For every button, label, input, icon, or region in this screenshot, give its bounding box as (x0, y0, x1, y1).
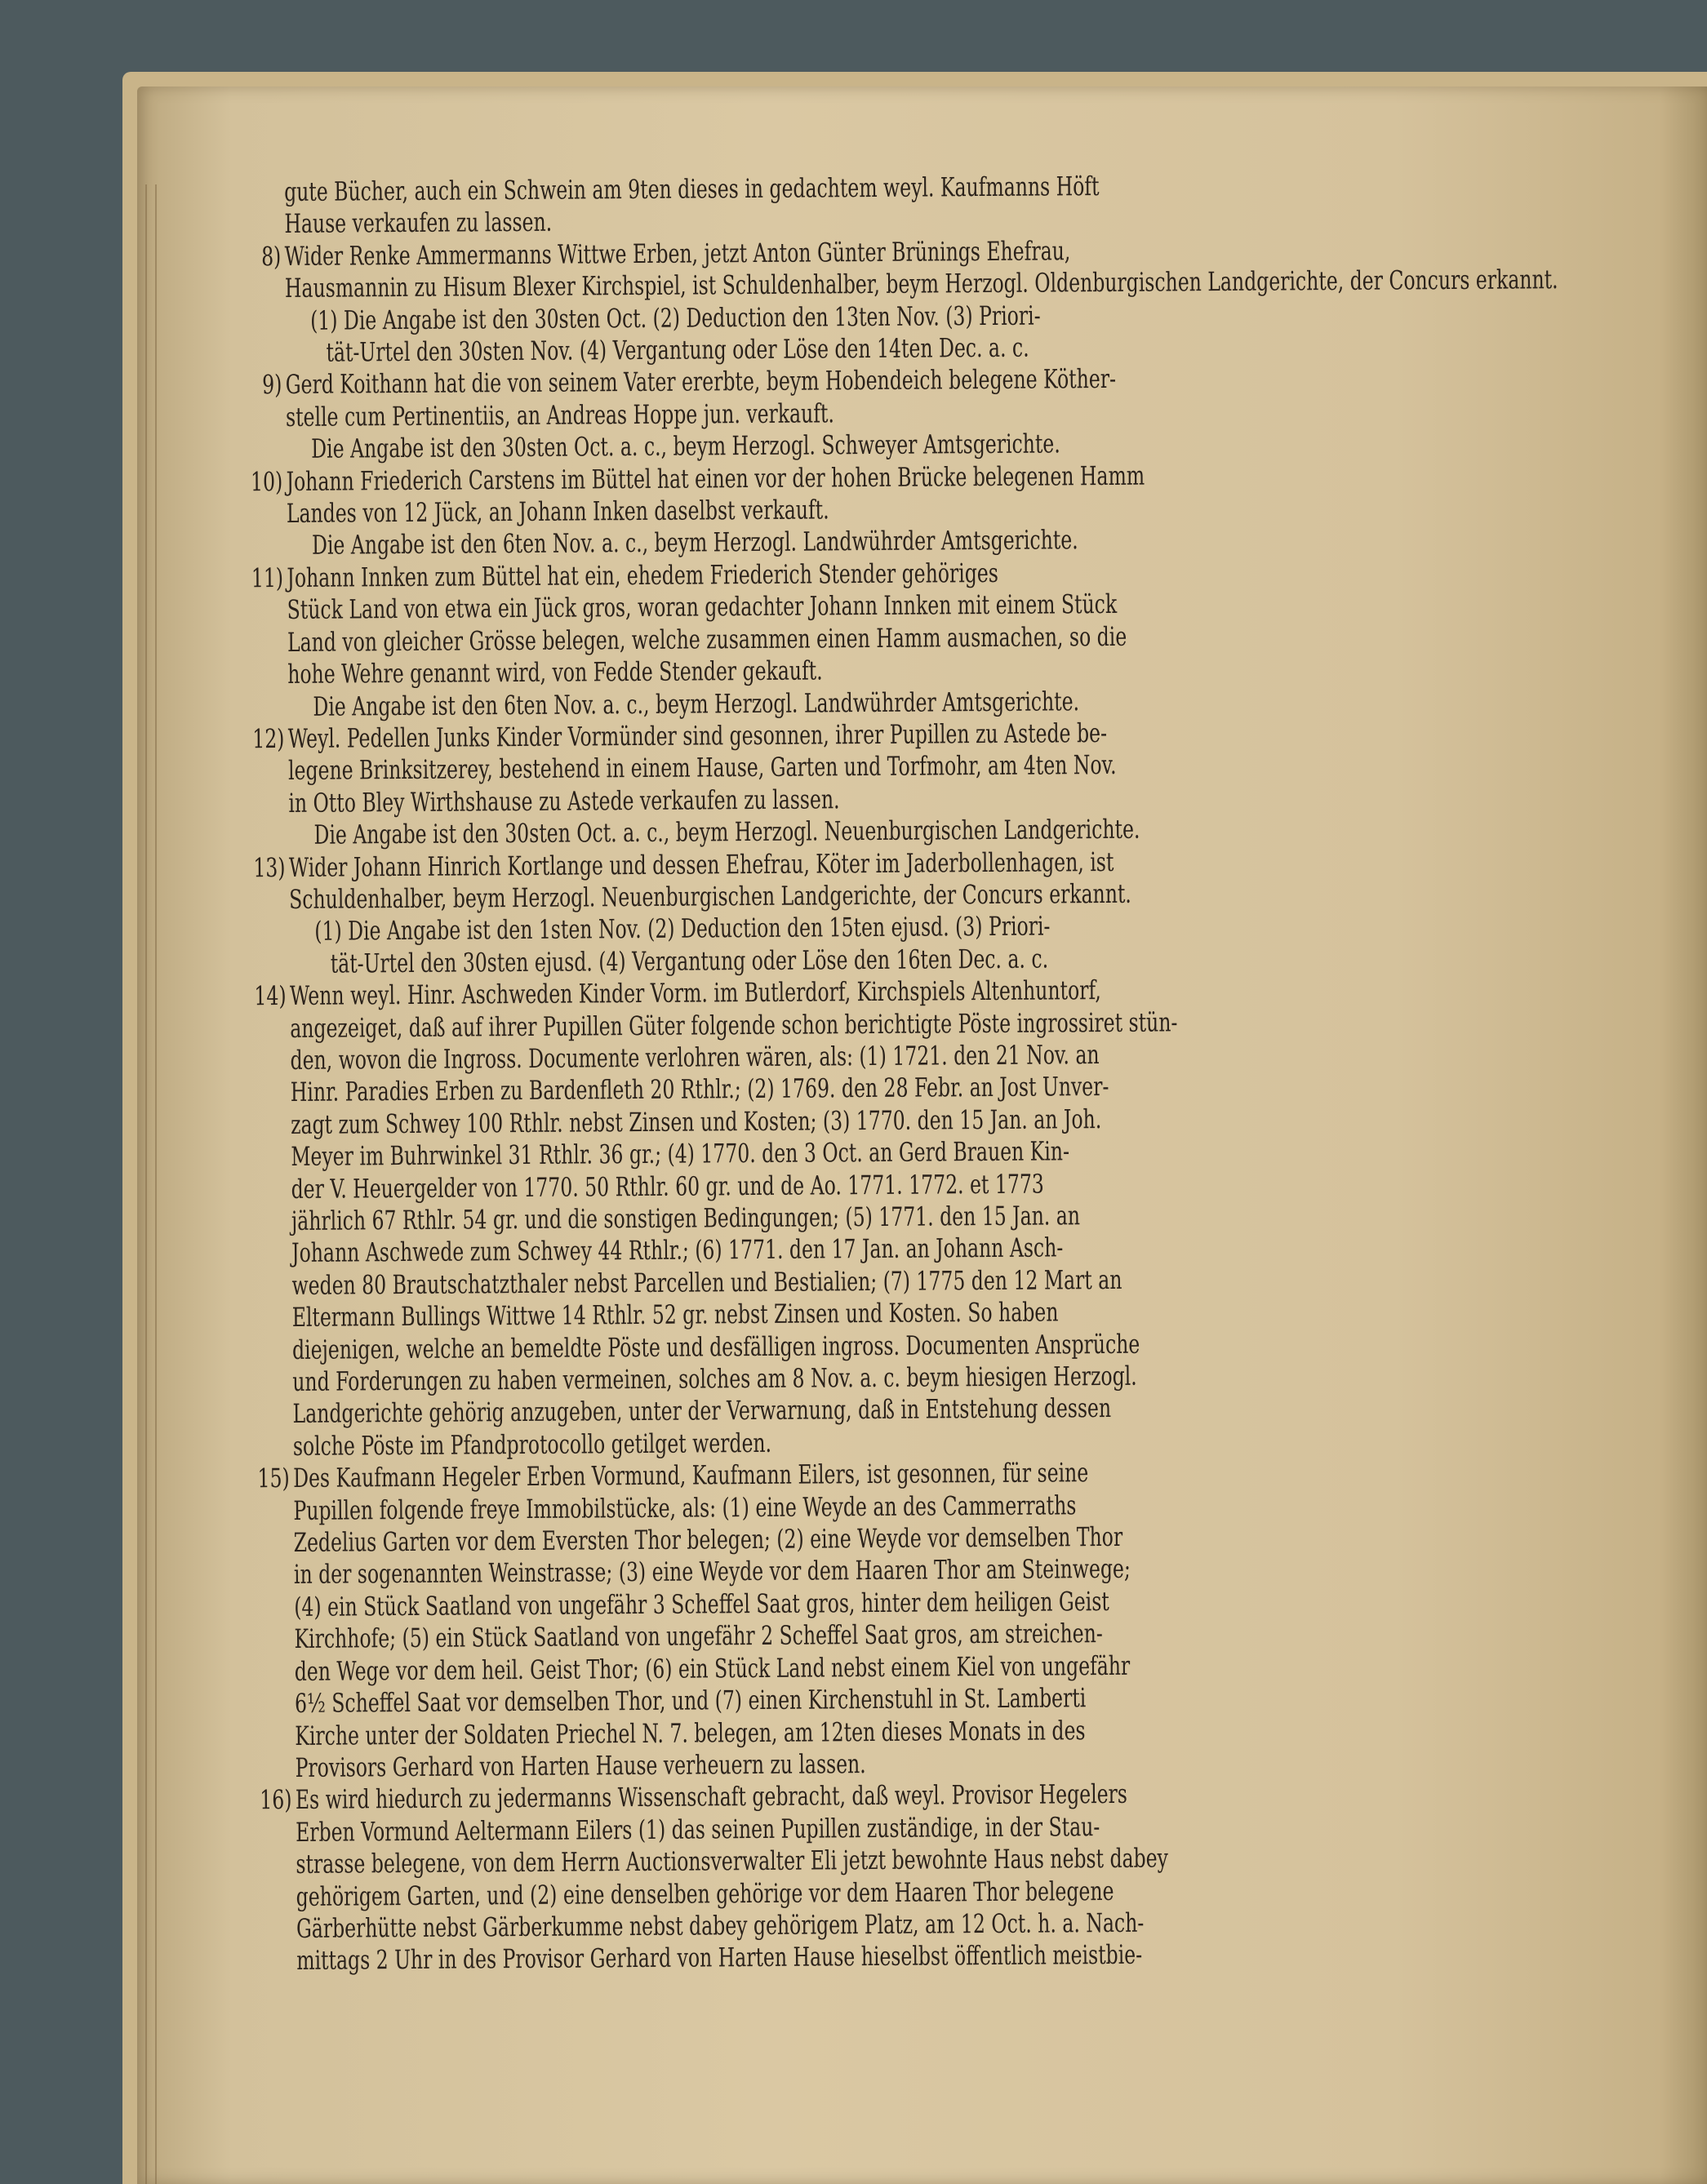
text-line: Johann Innken zum Büttel hat ein, ehedem Friederich Stender gehöriges (287, 557, 998, 593)
note-line: Die Angabe ist den 30sten Oct. a. c., beym Herzogl. Schweyer Amtsgerichte. (311, 428, 1060, 465)
text-line: in Otto Bley Wirthshause zu Astede verkaufen zu lassen. (288, 783, 840, 819)
notice-entry (252, 717, 1141, 852)
notice-entry (262, 363, 1139, 466)
note-line: tät-Urtel den 30sten ejusd. (4) Vergantung oder Löse den 16ten Dec. a. c. (330, 943, 1049, 979)
notice-entry (254, 974, 1178, 1463)
text-line: Hause verkaufen zu lassen. (284, 206, 553, 240)
text-line: Johann Aschwede zum Schwey 44 Rthlr.; (6) 1771. den 17 Jan. an Johann Asch- (291, 1232, 1064, 1269)
entry-number: 9) (262, 369, 282, 401)
text-line: zagt zum Schwey 100 Rthlr. nebst Zinsen und Kosten; (3) 1770. den 15 Jan. an Joh. (290, 1103, 1102, 1140)
text-line: Stück Land von etwa ein Jück gros, woran gedachter Johann Innken mit einem Stück (287, 588, 1118, 626)
text-line: und Forderungen zu haben vermeinen, solches am 8 Nov. a. c. beym hiesigen Herzogl. (292, 1360, 1137, 1397)
text-line: Weyl. Pedellen Junks Kinder Vormünder sind gesonnen, ihrer Pupillen zu Astede be- (287, 717, 1108, 754)
notice-entry (250, 459, 1145, 562)
notice-entry (260, 235, 1558, 370)
text-line: Zedelius Garten vor dem Eversten Thor belegen; (2) eine Weyde vor demselben Thor (293, 1520, 1123, 1559)
text-line: Johann Friederich Carstens im Büttel hat einen vor der hohen Brücke belegenen Hamm (286, 459, 1145, 497)
text-line: stelle cum Pertinentiis, an Andreas Hoppe jun. verkauft. (285, 397, 835, 433)
notice-entry (260, 1778, 1169, 1978)
text-line: Gärberhütte nebst Gärberkumme nebst dabey gehörigem Platz, am 12 Oct. h. a. Nach- (296, 1907, 1145, 1944)
text-line: Wider Renke Ammermanns Wittwe Erben, jetzt Anton Günter Brünings Ehefrau, (284, 235, 1071, 272)
entry-number: 8) (260, 240, 282, 273)
text-line: gute Bücher, auch ein Schwein am 9ten dieses in gedachtem weyl. Kaufmanns Höft (284, 171, 1100, 207)
entry-number: 16) (260, 1784, 292, 1816)
text-line: Kirche unter der Soldaten Priechel N. 7. belegen, am 12ten dieses Monats in des (295, 1714, 1086, 1751)
text-line: 6½ Scheffel Saat vor demselben Thor, und (7) einen Kirchenstuhl in St. Lamberti (294, 1682, 1087, 1720)
note-line: Die Angabe ist den 6ten Nov. a. c., beym Herzogl. Landwührder Amtsgerichte. (311, 524, 1078, 562)
text-line: in der sogenannten Weinstrasse; (3) eine Weyde vor dem Haaren Thor am Steinwege; (293, 1553, 1131, 1591)
text-line: den Wege vor dem heil. Geist Thor; (6) ein Stück Land nebst einem Kiel von ungefähr (294, 1649, 1131, 1687)
text-line: angezeiget, daß auf ihrer Pupillen Güter folgende schon berichtigte Pöste ingrossiret stün- (290, 1005, 1178, 1044)
text-line: mittags 2 Uhr in des Provisor Gerhard von Harten Hause hieselbst öffentlich meistbie- (296, 1939, 1143, 1977)
text-line: Hinr. Paradies Erben zu Bardenfleth 20 Rthlr.; (2) 1769. den 28 Febr. an Jost Unver- (290, 1071, 1109, 1108)
page-edge-line (155, 184, 157, 2184)
text-line: Kirchhofe; (5) ein Stück Saatland von ungefähr 2 Scheffel Saat gros, am streichen- (294, 1618, 1103, 1655)
entry-number: 11) (251, 562, 284, 594)
text-line: Gerd Koithann hat die von seinem Vater ererbte, beym Hobendeich belegene Köther- (285, 363, 1117, 401)
text-line: diejenigen, welche an bemeldte Pöste und desfälligen ingross. Documenten Ansprüche (291, 1328, 1140, 1365)
text-line: Des Kaufmann Hegeler Erben Vormund, Kaufmann Eilers, ist gesonnen, für seine (293, 1457, 1089, 1494)
text-line: Meyer im Buhrwinkel 31 Rthlr. 36 gr.; (4) 1770. den 3 Oct. an Gerd Brauen Kin- (291, 1135, 1070, 1173)
text-line: den, wovon die Ingross. Documente verlohren wären, als: (1) 1721. den 21 Nov. an (290, 1039, 1100, 1076)
text-line: Erben Vormund Aeltermann Eilers (1) das seinen Pupillen zuständige, in der Stau- (296, 1810, 1100, 1848)
text-line: Landes von 12 Jück, an Johann Inken daselbst verkauft. (286, 494, 829, 530)
text-line: jährlich 67 Rthlr. 54 gr. und die sonstigen Bedingungen; (5) 1771. den 15 Jan. an (291, 1200, 1081, 1236)
page-text (250, 171, 1558, 1978)
entry-number: 13) (253, 851, 286, 883)
note-line: Die Angabe ist den 30sten Oct. a. c., beym Herzogl. Neuenburgischen Landgerichte. (313, 813, 1140, 850)
text-line: solche Pöste im Pfandprotocollo getilget werden. (292, 1427, 772, 1462)
text-line: (4) ein Stück Saatland von ungefähr 3 Scheffel Saat gros, hinter dem heiligen Geist (294, 1585, 1109, 1622)
note-line: Die Angabe ist den 6ten Nov. a. c., beym Herzogl. Landwührder Amtsgerichte. (313, 685, 1080, 722)
text-line: Es wird hiedurch zu jedermanns Wissenschaft gebracht, daß weyl. Provisor Hegelers (295, 1778, 1128, 1816)
page-edge-line (145, 184, 147, 2184)
entry-number: 12) (252, 722, 285, 755)
notice-entry (251, 557, 1140, 723)
note-line: (1) Die Angabe ist den 30sten Oct. (2) Deduction den 13ten Nov. (3) Priori- (309, 300, 1041, 336)
page (137, 87, 1707, 2184)
text-line: Pupillen folgende freye Immobilstücke, als: (1) eine Weyde an des Cammerraths (293, 1489, 1077, 1526)
text-line: weden 80 Brautschatzthaler nebst Parcellen und Bestialien; (7) 1775 den 12 Mart an (291, 1263, 1122, 1301)
text-line: Wider Johann Hinrich Kortlange und dessen Ehefrau, Köter im Jaderbollenhagen, ist (288, 846, 1114, 883)
text-line: der V. Heuergelder von 1770. 50 Rthlr. 60 gr. und de Ao. 1771. 1772. et 1773 (291, 1168, 1044, 1205)
text-line: Eltermann Bullings Wittwe 14 Rthlr. 52 gr. nebst Zinsen und Kosten. So haben (291, 1296, 1059, 1334)
text-line: Hausmannin zu Hisum Blexer Kirchspiel, ist Schuldenhalber, beym Herzogl. Oldenburgischen Landgerichte, der Concurs erkannt. (284, 264, 1558, 304)
text-line: strasse belegene, von dem Herrn Auctionsverwalter Eli jetzt bewohnte Haus nebst dabey (296, 1842, 1169, 1880)
text-line: Wenn weyl. Hinr. Aschweden Kinder Vorm. im Butlerdorf, Kirchspiels Altenhuntorf, (289, 974, 1101, 1012)
note-line: (1) Die Angabe ist den 1sten Nov. (2) Deduction den 15ten ejusd. (3) Priori- (314, 910, 1051, 948)
text-line: legene Brinksitzerey, bestehend in einem Hause, Garten und Torfmohr, am 4ten Nov. (287, 749, 1117, 787)
notice-entry (253, 846, 1142, 980)
text-line: gehörigem Garten, und (2) eine denselben gehörige vor dem Haaren Thor belegene (296, 1875, 1114, 1912)
entry-number: 14) (254, 980, 287, 1012)
text-line: Provisors Gerhard von Harten Hause verheuern zu lassen. (295, 1747, 866, 1783)
text-line: Schuldenhalber, beym Herzogl. Neuenburgischen Landgerichte, der Concurs erkannt. (289, 877, 1131, 915)
text-line: hohe Wehre genannt wird, von Fedde Stender gekauft. (287, 655, 823, 690)
text-line: Land von gleicher Grösse belegen, welche zusammen einen Hamm ausmachen, so die (287, 620, 1127, 658)
continuation-text (284, 171, 1137, 241)
notice-entry (257, 1457, 1148, 1784)
note-line: tät-Urtel den 30sten Nov. (4) Vergantung oder Löse den 14ten Dec. a. c. (326, 331, 1029, 368)
text-line: Landgerichte gehörig anzugeben, unter der Verwarnung, daß in Entstehung dessen (292, 1392, 1112, 1430)
entry-number: 15) (257, 1463, 290, 1494)
entries-list (250, 235, 1558, 1978)
entry-number: 10) (250, 465, 283, 497)
